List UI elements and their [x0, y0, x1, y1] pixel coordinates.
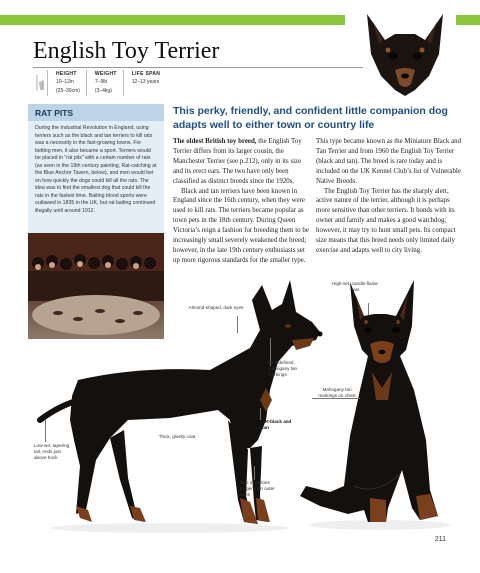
lead-in: The oldest British toy breed,	[173, 138, 257, 145]
stat-value: (3–4kg)	[94, 87, 112, 94]
dog-head-photo	[355, 10, 455, 100]
sidebar-text: During the Industrial Revolution in England, using terriers such as the black and tan terriers to kill rats was a necessity in the fast-growing towns. For betting men, it also became a sport. Terriers would be placed in "rat pits" with a certain number of rats (as seen in the 19th century painting, Rat-catching at the Blue Anchor Tavern, below), and men would bet on how quickly the dogs could kill all the rats. The idea was to find the smallest dog that could kill the rats in the fastest time. Baiting blood sports were outlawed in 1835 in the UK, but rat baiting continued illegally until around 1912.	[35, 125, 157, 214]
height-dog-icon	[33, 68, 47, 98]
body-column-1	[173, 137, 309, 266]
page-number: 211	[434, 536, 446, 543]
subheading: This perky, friendly, and confident little companion dog adapts well to either town or country life	[173, 105, 448, 131]
leader-line	[368, 303, 369, 315]
leader-line	[254, 466, 255, 480]
paragraph: This type became known as the Miniature Black and Tan Terrier and from 1960 the English Toy Terrier (black and tan). The breed is rare today and is included on the UK Kennel Club’s list of Vulnerable Native Breeds.	[316, 138, 462, 185]
stat-value: (25–30cm)	[56, 87, 80, 94]
callout-high-set-ears: High-set, candle-flame ears	[332, 281, 378, 292]
body-column-2	[316, 137, 464, 256]
stat-label: HEIGHT	[56, 71, 77, 77]
leader-line	[260, 408, 261, 420]
callout-glossy-coat: Thick, glossy coat	[158, 434, 196, 439]
top-accent-bar-right	[456, 15, 480, 25]
paragraph-text: the English Toy Terrier differs from its larger cousin, the Manchester Terrier (see p.212), only in its size and its erect ears. The two have only been classified as distinct breeds since the 1920s.	[173, 138, 302, 185]
leader-line	[237, 316, 238, 333]
leader-line	[45, 420, 46, 442]
callout-tail: Low-set, tapering tail, ends just above hock	[34, 443, 70, 460]
stat-weight	[86, 70, 123, 96]
paragraph: The English Toy Terrier has the sharply alert, active nature of the terrier, although it is perhaps more sensitive than other terriers. It bonds with its owner and family and makes a good watchdog; however, it may try to hunt small pets. Its compact size means that this breed needs only limited daily exercise and adapts well to city living.	[316, 187, 456, 254]
standing-dog-illustration	[20, 270, 330, 540]
paragraph	[173, 137, 309, 187]
sidebar-header	[28, 104, 164, 121]
stat-value: 12–13 years	[131, 79, 160, 85]
stat-value: 10–12in	[56, 79, 74, 85]
top-accent-bar	[0, 15, 345, 25]
callout-almond-eyes: Almond-shaped, dark eyes	[188, 305, 244, 310]
callout-toes: Two inner toes longer than outer ones	[240, 480, 275, 497]
stats-bar	[33, 68, 166, 98]
stat-height	[47, 70, 86, 96]
callout-tan-markings: Well-defined, mahogany tan markings	[268, 360, 298, 377]
page-title: English Toy Terrier	[33, 38, 220, 64]
stat-label: LIFE SPAN	[131, 71, 161, 77]
sidebar-heading: RAT PITS	[35, 108, 74, 118]
stat-label: WEIGHT	[94, 71, 117, 77]
paragraph: Black and tan terriers have been known in England since the 16th century, when they were used to kill rats. The terriers became popular as town pets in the 18th century. During Queen Victoria’s reign a fashion for breeding them to be increasingly small severely weakened the breed; however, in the late 19th century enthusiasts set up more rigorous standards for the smaller type.	[173, 187, 309, 264]
callout-jet-black: Jet-black and tan	[262, 419, 292, 430]
stat-value: 7–9lb	[94, 79, 108, 85]
callout-chest-markings: Mahogany tan markings on chest	[318, 387, 356, 398]
stat-life-span	[123, 70, 166, 96]
